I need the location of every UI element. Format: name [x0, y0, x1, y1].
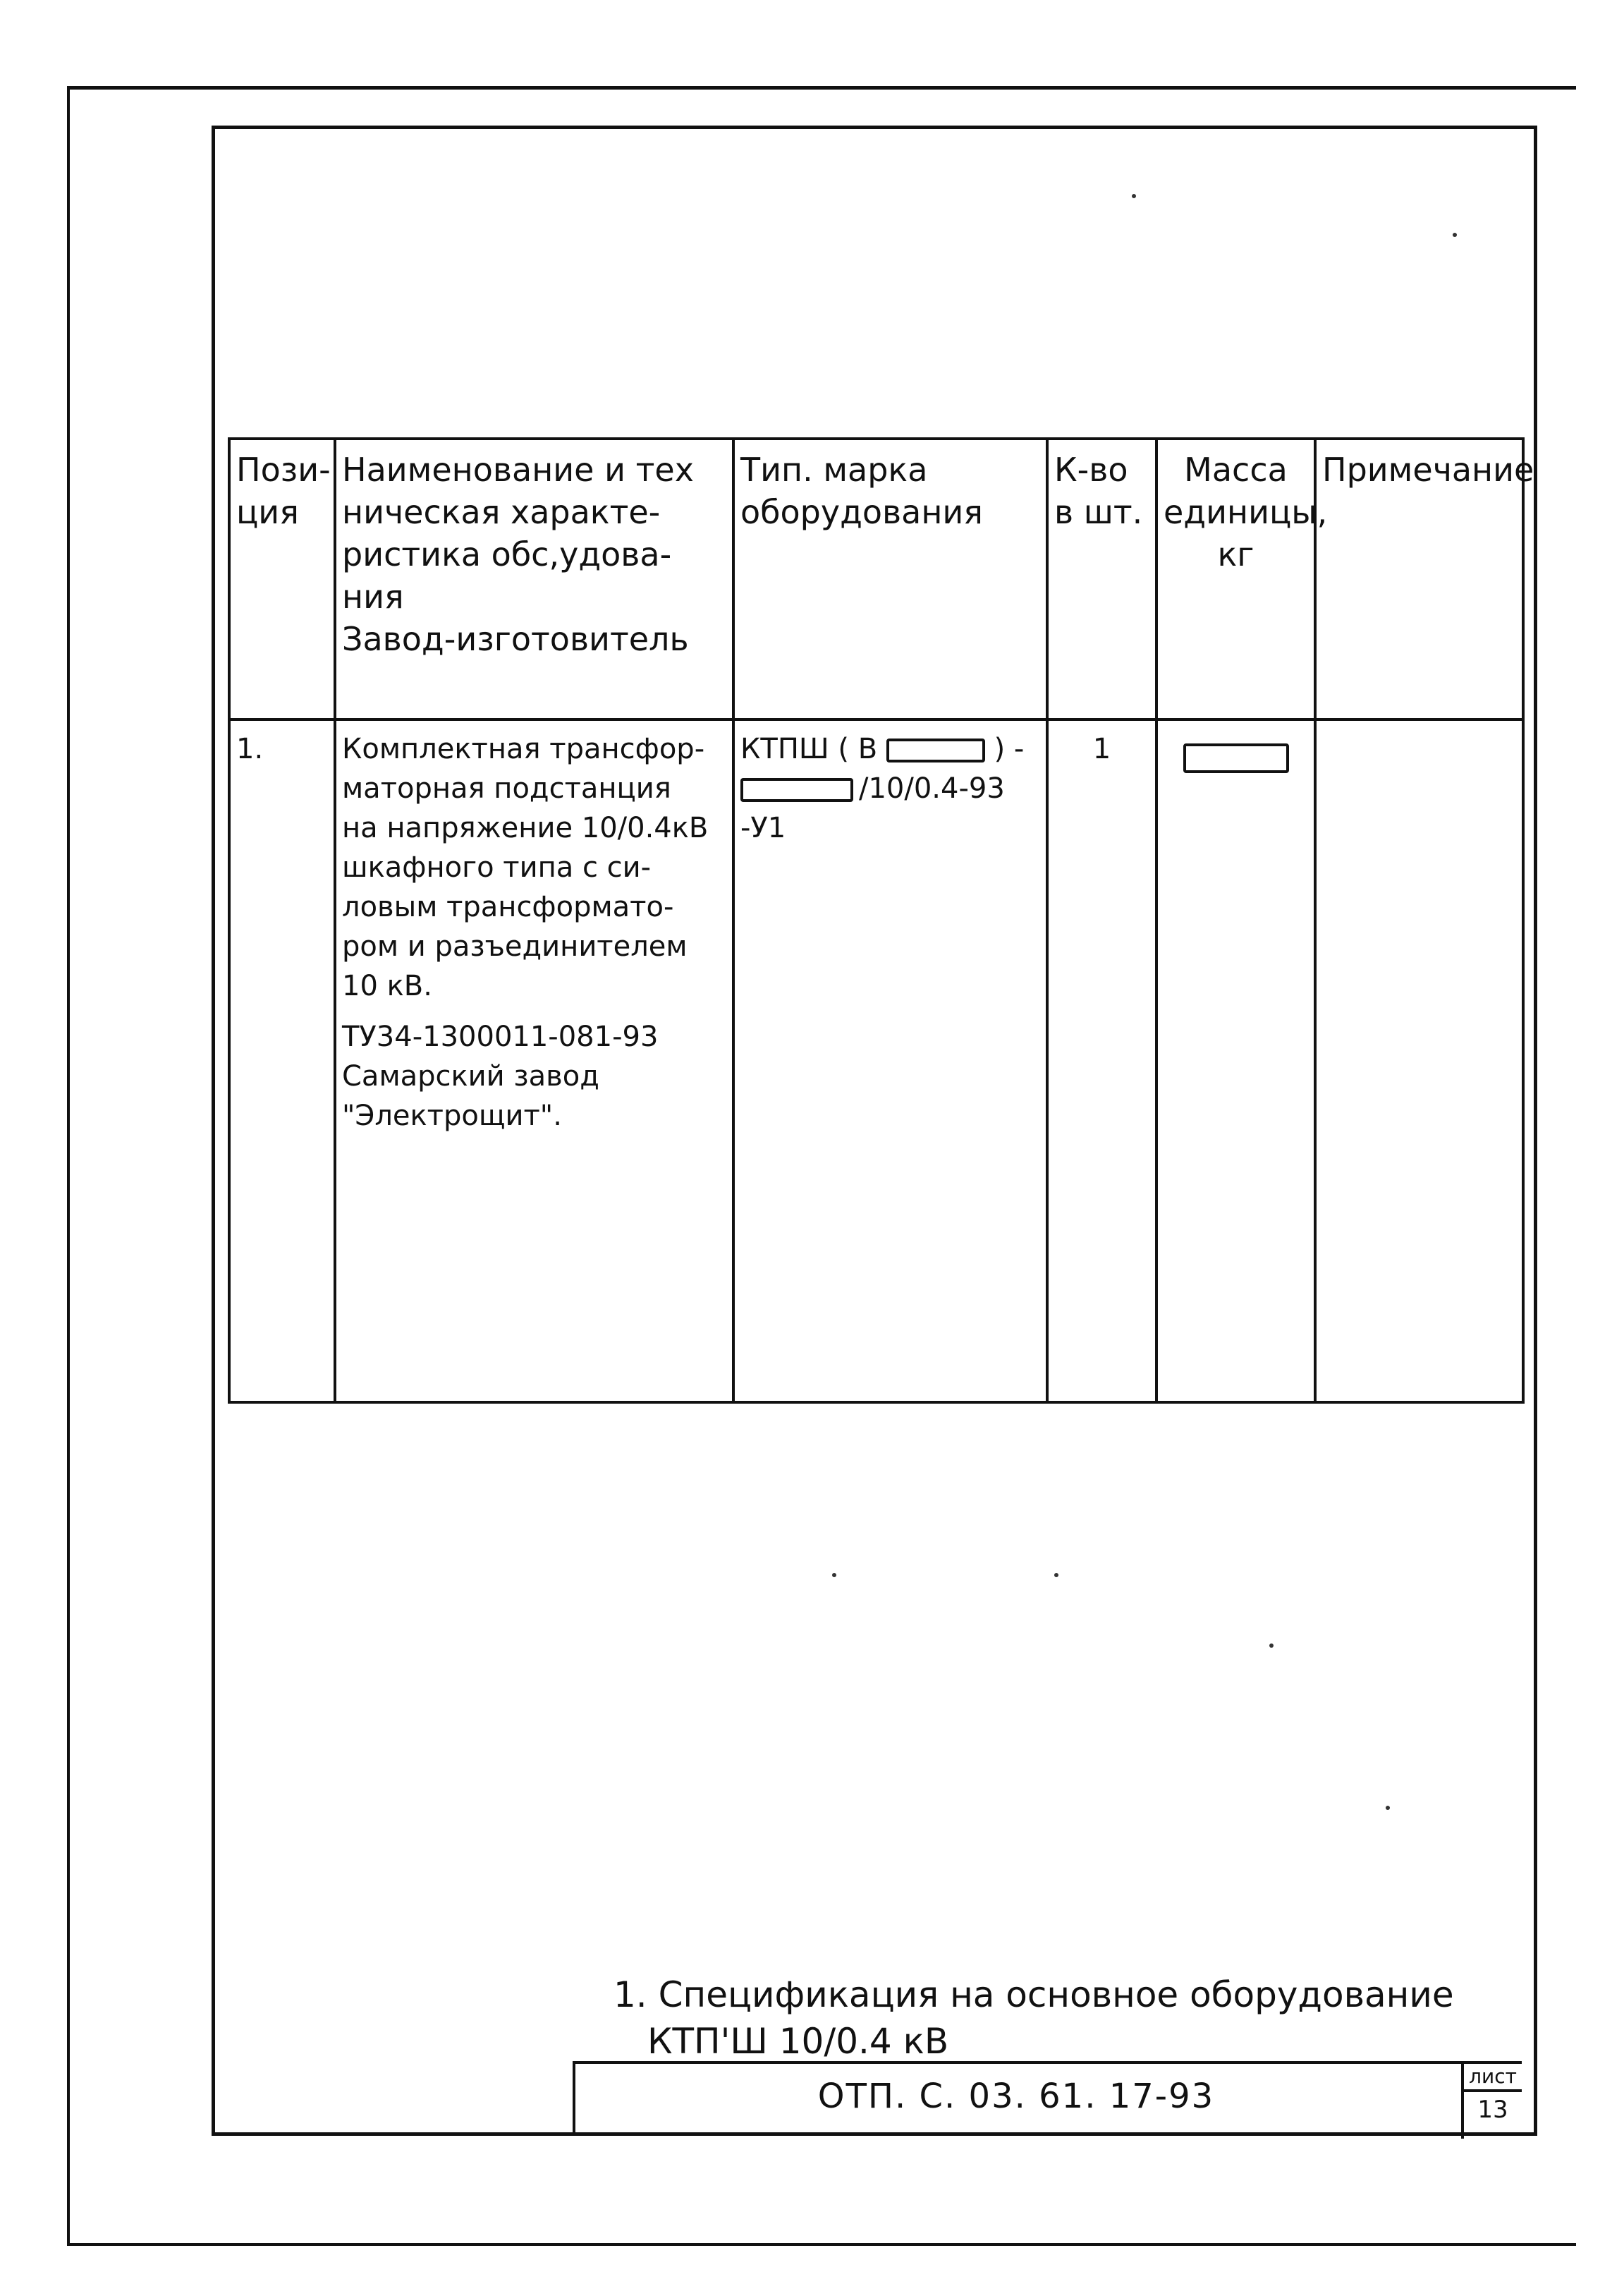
- type-prefix: КТПШ ( В: [740, 733, 878, 765]
- scan-speck: [1054, 1573, 1058, 1577]
- table-row: [229, 719, 1523, 1402]
- type-line-3: -У1: [740, 812, 786, 844]
- row-note: [1315, 719, 1523, 1402]
- title-block: [573, 2061, 1522, 2136]
- type-after-box: ) -: [994, 733, 1025, 765]
- row-mass-cell: [1156, 719, 1315, 1402]
- page-edge-bottom: [67, 2243, 1576, 2246]
- row-type-cell: [733, 719, 1047, 1402]
- specification-table: [228, 437, 1534, 1404]
- technical-spec: ТУ34-1300011-081-93: [342, 1021, 659, 1053]
- type-line-1: [740, 729, 1040, 769]
- type-suffix: /10/0.4-93: [859, 772, 1005, 805]
- row-quantity: 1: [1047, 719, 1156, 1402]
- scan-speck: [1386, 1806, 1390, 1810]
- equipment-description: Комплектная трансфор- маторная подстанция на напряжение 10/0.4кВ шкафного типа с си- ловым трансформато- ром и разъединителем 10 кВ.: [342, 733, 709, 1002]
- sheet-cell: [1461, 2064, 1522, 2139]
- header-quantity: К-во в шт.: [1047, 439, 1156, 719]
- sheet-label: лист: [1464, 2064, 1522, 2092]
- blank-field-box: [886, 739, 985, 762]
- caption-line-1: 1. Спецификация на основное оборудование: [613, 1974, 1454, 2015]
- page-edge-top: [67, 86, 1576, 90]
- page-edge-left: [67, 86, 70, 2244]
- table-caption: [613, 1971, 1454, 2065]
- header-type: Тип. марка оборудования: [733, 439, 1047, 719]
- row-name-cell: [335, 719, 733, 1402]
- sheet-number: 13: [1477, 2096, 1508, 2124]
- manufacturer: Самарский завод "Электрощит".: [342, 1060, 599, 1132]
- scan-speck: [1453, 233, 1457, 237]
- row-position: 1.: [229, 719, 335, 1402]
- header-name: Наименование и тех ническая характе- ристика обс,удова- ния Завод-изготовитель: [335, 439, 733, 719]
- header-note: Примечание: [1315, 439, 1523, 719]
- mass-blank-box: [1183, 743, 1289, 773]
- blank-field-box: [740, 778, 853, 802]
- scan-speck: [1269, 1643, 1274, 1648]
- scan-speck: [832, 1573, 836, 1577]
- scan-speck: [1132, 194, 1136, 198]
- type-line-2: [740, 769, 1040, 808]
- caption-line-2: КТП'Ш 10/0.4 кВ: [647, 2021, 949, 2062]
- table-header-row: [229, 439, 1523, 719]
- header-mass: Масса единицы, кг: [1156, 439, 1315, 719]
- document-code: ОТП. С. 03. 61. 17-93: [817, 2077, 1215, 2116]
- header-position: Пози- ция: [229, 439, 335, 719]
